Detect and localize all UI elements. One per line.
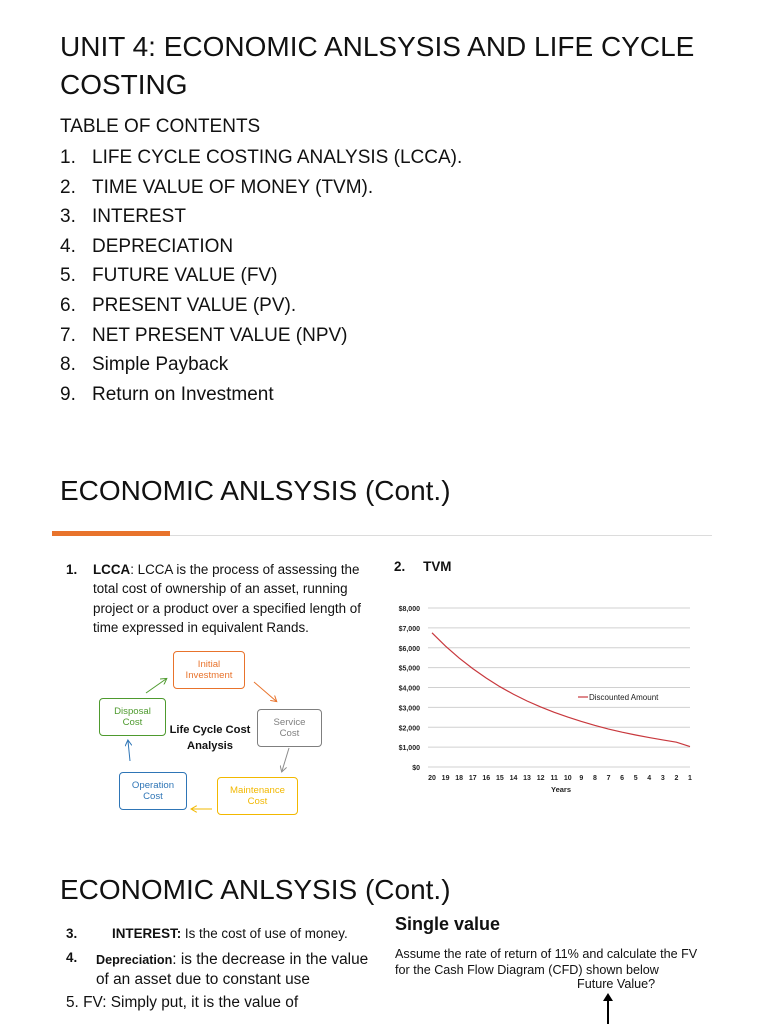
toc-item bbox=[60, 173, 462, 203]
depreciation-term: Depreciation bbox=[96, 953, 173, 967]
service-cost-node bbox=[257, 709, 322, 747]
toc-item-label: Return on Investment bbox=[92, 383, 274, 405]
tvm-number: 2. bbox=[394, 559, 406, 574]
interest-definition bbox=[66, 926, 371, 946]
toc-item bbox=[60, 232, 462, 262]
y-tick-label: $7,000 bbox=[398, 625, 420, 633]
y-tick-label: $4,000 bbox=[398, 685, 420, 693]
interest-term: INTEREST: bbox=[112, 926, 182, 941]
series-line bbox=[432, 633, 690, 747]
node-label: Cost bbox=[122, 717, 143, 728]
x-tick-label: 9 bbox=[579, 775, 584, 782]
lcca-term: LCCA bbox=[93, 562, 131, 577]
node-label: Investment bbox=[185, 670, 233, 681]
node-label: Cost bbox=[279, 728, 300, 739]
node-label: Cost bbox=[247, 796, 268, 807]
toc-item-number: 4. bbox=[60, 235, 76, 257]
interest-text: Is the cost of use of money. bbox=[181, 926, 348, 941]
toc-item-label: NET PRESENT VALUE (NPV) bbox=[92, 324, 348, 346]
depreciation-text: : is the decrease in the value of an asset due to constant use bbox=[96, 951, 369, 988]
node-label: Maintenance bbox=[230, 785, 285, 796]
cycle-center-label bbox=[163, 722, 257, 754]
x-tick-label: 15 bbox=[495, 775, 504, 782]
toc-item bbox=[60, 143, 462, 173]
up-arrow-icon bbox=[603, 993, 613, 1024]
item-number: 4. bbox=[66, 950, 78, 965]
x-tick-label: 1 bbox=[688, 775, 692, 782]
x-tick-label: 7 bbox=[606, 775, 611, 782]
x-tick-label: 4 bbox=[647, 775, 652, 782]
x-tick-label: 8 bbox=[592, 775, 597, 782]
item-number: 3. bbox=[66, 926, 78, 941]
maintenance-cost-node bbox=[217, 777, 298, 815]
tvm-label: TVM bbox=[423, 559, 452, 574]
toc-item-label: FUTURE VALUE (FV) bbox=[92, 265, 278, 287]
toc-item-number: 7. bbox=[60, 324, 76, 346]
lcca-definition bbox=[66, 560, 376, 638]
y-tick-label: $0 bbox=[412, 765, 420, 772]
section-title-economic-analysis: ECONOMIC ANLSYSIS (Cont.) bbox=[60, 475, 451, 506]
toc-item-number: 5. bbox=[60, 265, 76, 287]
disposal-cost-node bbox=[99, 698, 166, 736]
toc-item-label: PRESENT VALUE (PV). bbox=[92, 294, 297, 316]
x-axis-label: Years bbox=[550, 785, 572, 794]
x-tick-label: 19 bbox=[441, 775, 450, 782]
node-label: Cost bbox=[143, 791, 163, 802]
x-tick-label: 20 bbox=[428, 775, 436, 782]
legend-label: Discounted Amount bbox=[589, 693, 659, 702]
tvm-chart bbox=[392, 600, 714, 800]
toc-item-number: 8. bbox=[60, 354, 76, 376]
node-label: Service bbox=[273, 717, 306, 728]
table-of-contents bbox=[60, 143, 462, 409]
x-tick-label: 17 bbox=[468, 775, 477, 782]
y-tick-label: $6,000 bbox=[398, 645, 420, 653]
x-tick-label: 11 bbox=[550, 775, 558, 782]
toc-item bbox=[60, 321, 462, 351]
toc-item bbox=[60, 291, 462, 321]
toc-item bbox=[60, 202, 462, 232]
toc-item bbox=[60, 350, 462, 380]
y-tick-label: $1,000 bbox=[398, 745, 420, 753]
toc-item-number: 9. bbox=[60, 383, 76, 405]
x-tick-label: 6 bbox=[620, 775, 625, 782]
node-label: Disposal bbox=[114, 706, 151, 717]
x-tick-label: 14 bbox=[509, 775, 518, 782]
x-tick-label: 18 bbox=[455, 775, 464, 782]
arrow-initial-to-service bbox=[254, 682, 276, 701]
toc-item-number: 1. bbox=[60, 147, 76, 168]
page-title: UNIT 4: ECONOMIC ANLSYSIS AND LIFE CYCLE COSTING bbox=[60, 31, 695, 100]
initial-investment-node bbox=[173, 651, 245, 689]
definitions-list bbox=[66, 926, 371, 1012]
toc-item-number: 6. bbox=[60, 294, 76, 316]
x-tick-label: 12 bbox=[536, 775, 545, 782]
toc-item-label: LIFE CYCLE COSTING ANALYSIS (LCCA). bbox=[92, 147, 463, 168]
node-label: Initial bbox=[197, 659, 221, 670]
toc-item bbox=[60, 380, 462, 410]
toc-item-label: DEPRECIATION bbox=[92, 235, 234, 257]
operation-cost-node bbox=[119, 772, 187, 810]
section-title-economic-analysis-2: ECONOMIC ANLSYSIS (Cont.) bbox=[60, 874, 451, 905]
x-tick-label: 10 bbox=[563, 775, 572, 782]
single-value-heading: Single value bbox=[395, 914, 501, 934]
toc-item-label: Simple Payback bbox=[92, 354, 229, 376]
toc-item-number: 3. bbox=[60, 206, 76, 228]
node-label: Operation bbox=[131, 780, 175, 791]
y-tick-label: $8,000 bbox=[398, 606, 420, 613]
future-value-label: Future Value? bbox=[577, 977, 656, 991]
arrow-disposal-to-initial bbox=[146, 679, 166, 693]
y-tick-label: $3,000 bbox=[398, 705, 420, 713]
y-tick-label: $5,000 bbox=[398, 665, 420, 673]
toc-item bbox=[60, 261, 462, 291]
x-tick-label: 2 bbox=[674, 775, 679, 782]
cycle-center-line: Analysis bbox=[186, 740, 234, 752]
single-value-text: Assume the rate of return of 11% and calculate the FV for the Cash Flow Diagram (CFD) shown below bbox=[395, 947, 698, 977]
title-accent-bar bbox=[52, 531, 170, 536]
toc-item-label: TIME VALUE OF MONEY (TVM). bbox=[92, 176, 374, 198]
lcca-text: : LCCA is the process of assessing the total cost of ownership of an asset, running project or a product over a specified length of time expressed in equivalent Rands. bbox=[93, 562, 361, 636]
tvm-heading bbox=[394, 559, 451, 574]
x-tick-label: 5 bbox=[633, 775, 638, 782]
lcca-number: 1. bbox=[66, 562, 78, 577]
toc-item-label: INTEREST bbox=[92, 206, 186, 228]
x-tick-label: 3 bbox=[660, 775, 665, 782]
depreciation-definition bbox=[66, 950, 371, 990]
toc-item-number: 2. bbox=[60, 176, 76, 198]
fv-definition: 5. FV: Simply put, it is the value of bbox=[66, 994, 299, 1011]
cycle-center-line: Life Cycle Cost bbox=[169, 724, 251, 736]
arrow-service-to-maintenance bbox=[282, 748, 289, 771]
x-tick-label: 16 bbox=[482, 775, 491, 782]
y-tick-label: $2,000 bbox=[398, 725, 420, 733]
x-tick-label: 13 bbox=[523, 775, 531, 782]
arrow-operation-to-disposal bbox=[128, 741, 130, 761]
toc-heading: TABLE OF CONTENTS bbox=[60, 116, 261, 137]
